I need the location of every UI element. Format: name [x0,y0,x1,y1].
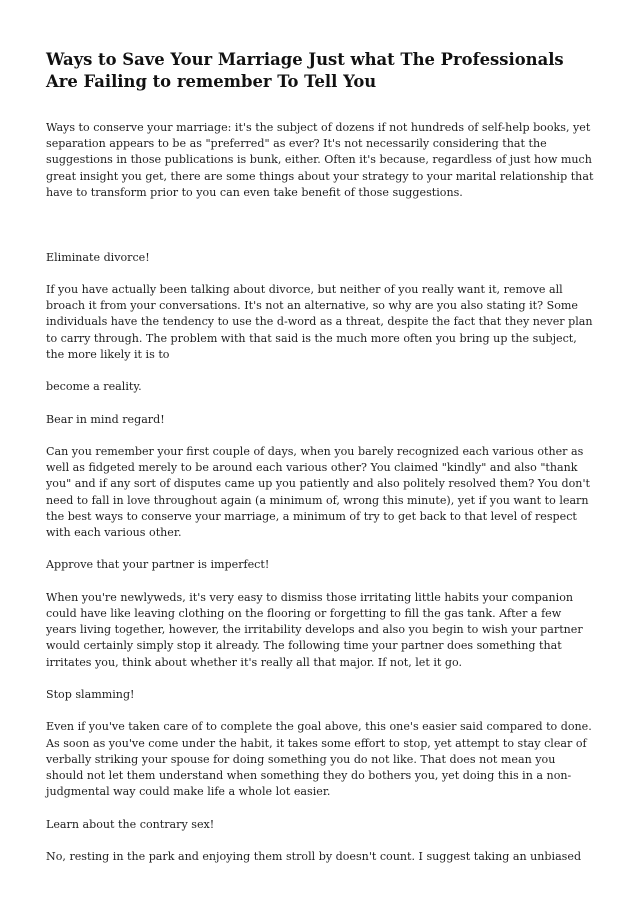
section-heading-stop-slamming: Stop slamming! [46,687,135,701]
body-paragraph: No, resting in the park and enjoying them stroll by doesn't count. I suggest taking an unbiased [46,849,582,863]
section-heading-eliminate-divorce: Eliminate divorce! [46,250,150,264]
body-paragraph: When you're newlyweds, it's very easy to dismiss those irritating little habits your companion could have like leaving clothing on the flooring or forgetting to fill the gas tank. After a few years living together, however, the irritability develops and also you begin to wish your partner would certainly simply stop it already. The following time your partner does something that irritates you, think about whether it's really all that major. If not, let it go. [46,590,583,669]
body-paragraph-continuation: become a reality. [46,380,142,394]
section-heading-regard: Bear in mind regard! [46,412,165,426]
document-title: Ways to Save Your Marriage Just what The Professionals Are Failing to remember To Tell You [46,50,564,91]
intro-paragraph: Ways to conserve your marriage: it's the subject of dozens if not hundreds of self-help books, yet separation appears to be as "preferred" as ever? It's not necessarily considering that the suggestions in those publications is bunk, either. Often it's because, regardless of just how much great insight you get, there are some things about your strategy to your marital relationship that have to transform prior to you can even take benefit of those suggestions. [46,121,594,199]
body-paragraph: If you have actually been talking about divorce, but neither of you really want it, remove all broach it from your conversations. It's not an alternative, so why are you also stating it? Some individuals have the tendency to use the d-word as a threat, despite the fact that they never plan to carry through. The problem with that said is the much more often you bring up the subject, the more likely it is to [46,283,593,361]
section-heading-contrary-sex: Learn about the contrary sex! [46,817,215,831]
section-heading-imperfect: Approve that your partner is imperfect! [46,558,270,572]
body-paragraph: Can you remember your first couple of days, when you barely recognized each various other as well as fidgeted merely to be around each various other? You claimed "kindly" and also "thank you" and if any sort of disputes came up you patiently and also politely resolved them? You don't need to fall in love throughout again (a minimum of, wrong this minute), yet if you want to learn the best ways to conserve your marriage, a minimum of try to get back to that level of respect with each various other. [46,444,590,539]
document-page [46,49,594,865]
body-paragraph: Even if you've taken care of to complete the goal above, this one's easier said compared to done. As soon as you've come under the habit, it takes some effort to stop, yet attempt to stay clear of verbally striking your spouse for doing something you do not like. That does not mean you should not let them understand when something they do bothers you, yet doing this in a non-judgmental way could make life a whole lot easier. [46,720,592,799]
